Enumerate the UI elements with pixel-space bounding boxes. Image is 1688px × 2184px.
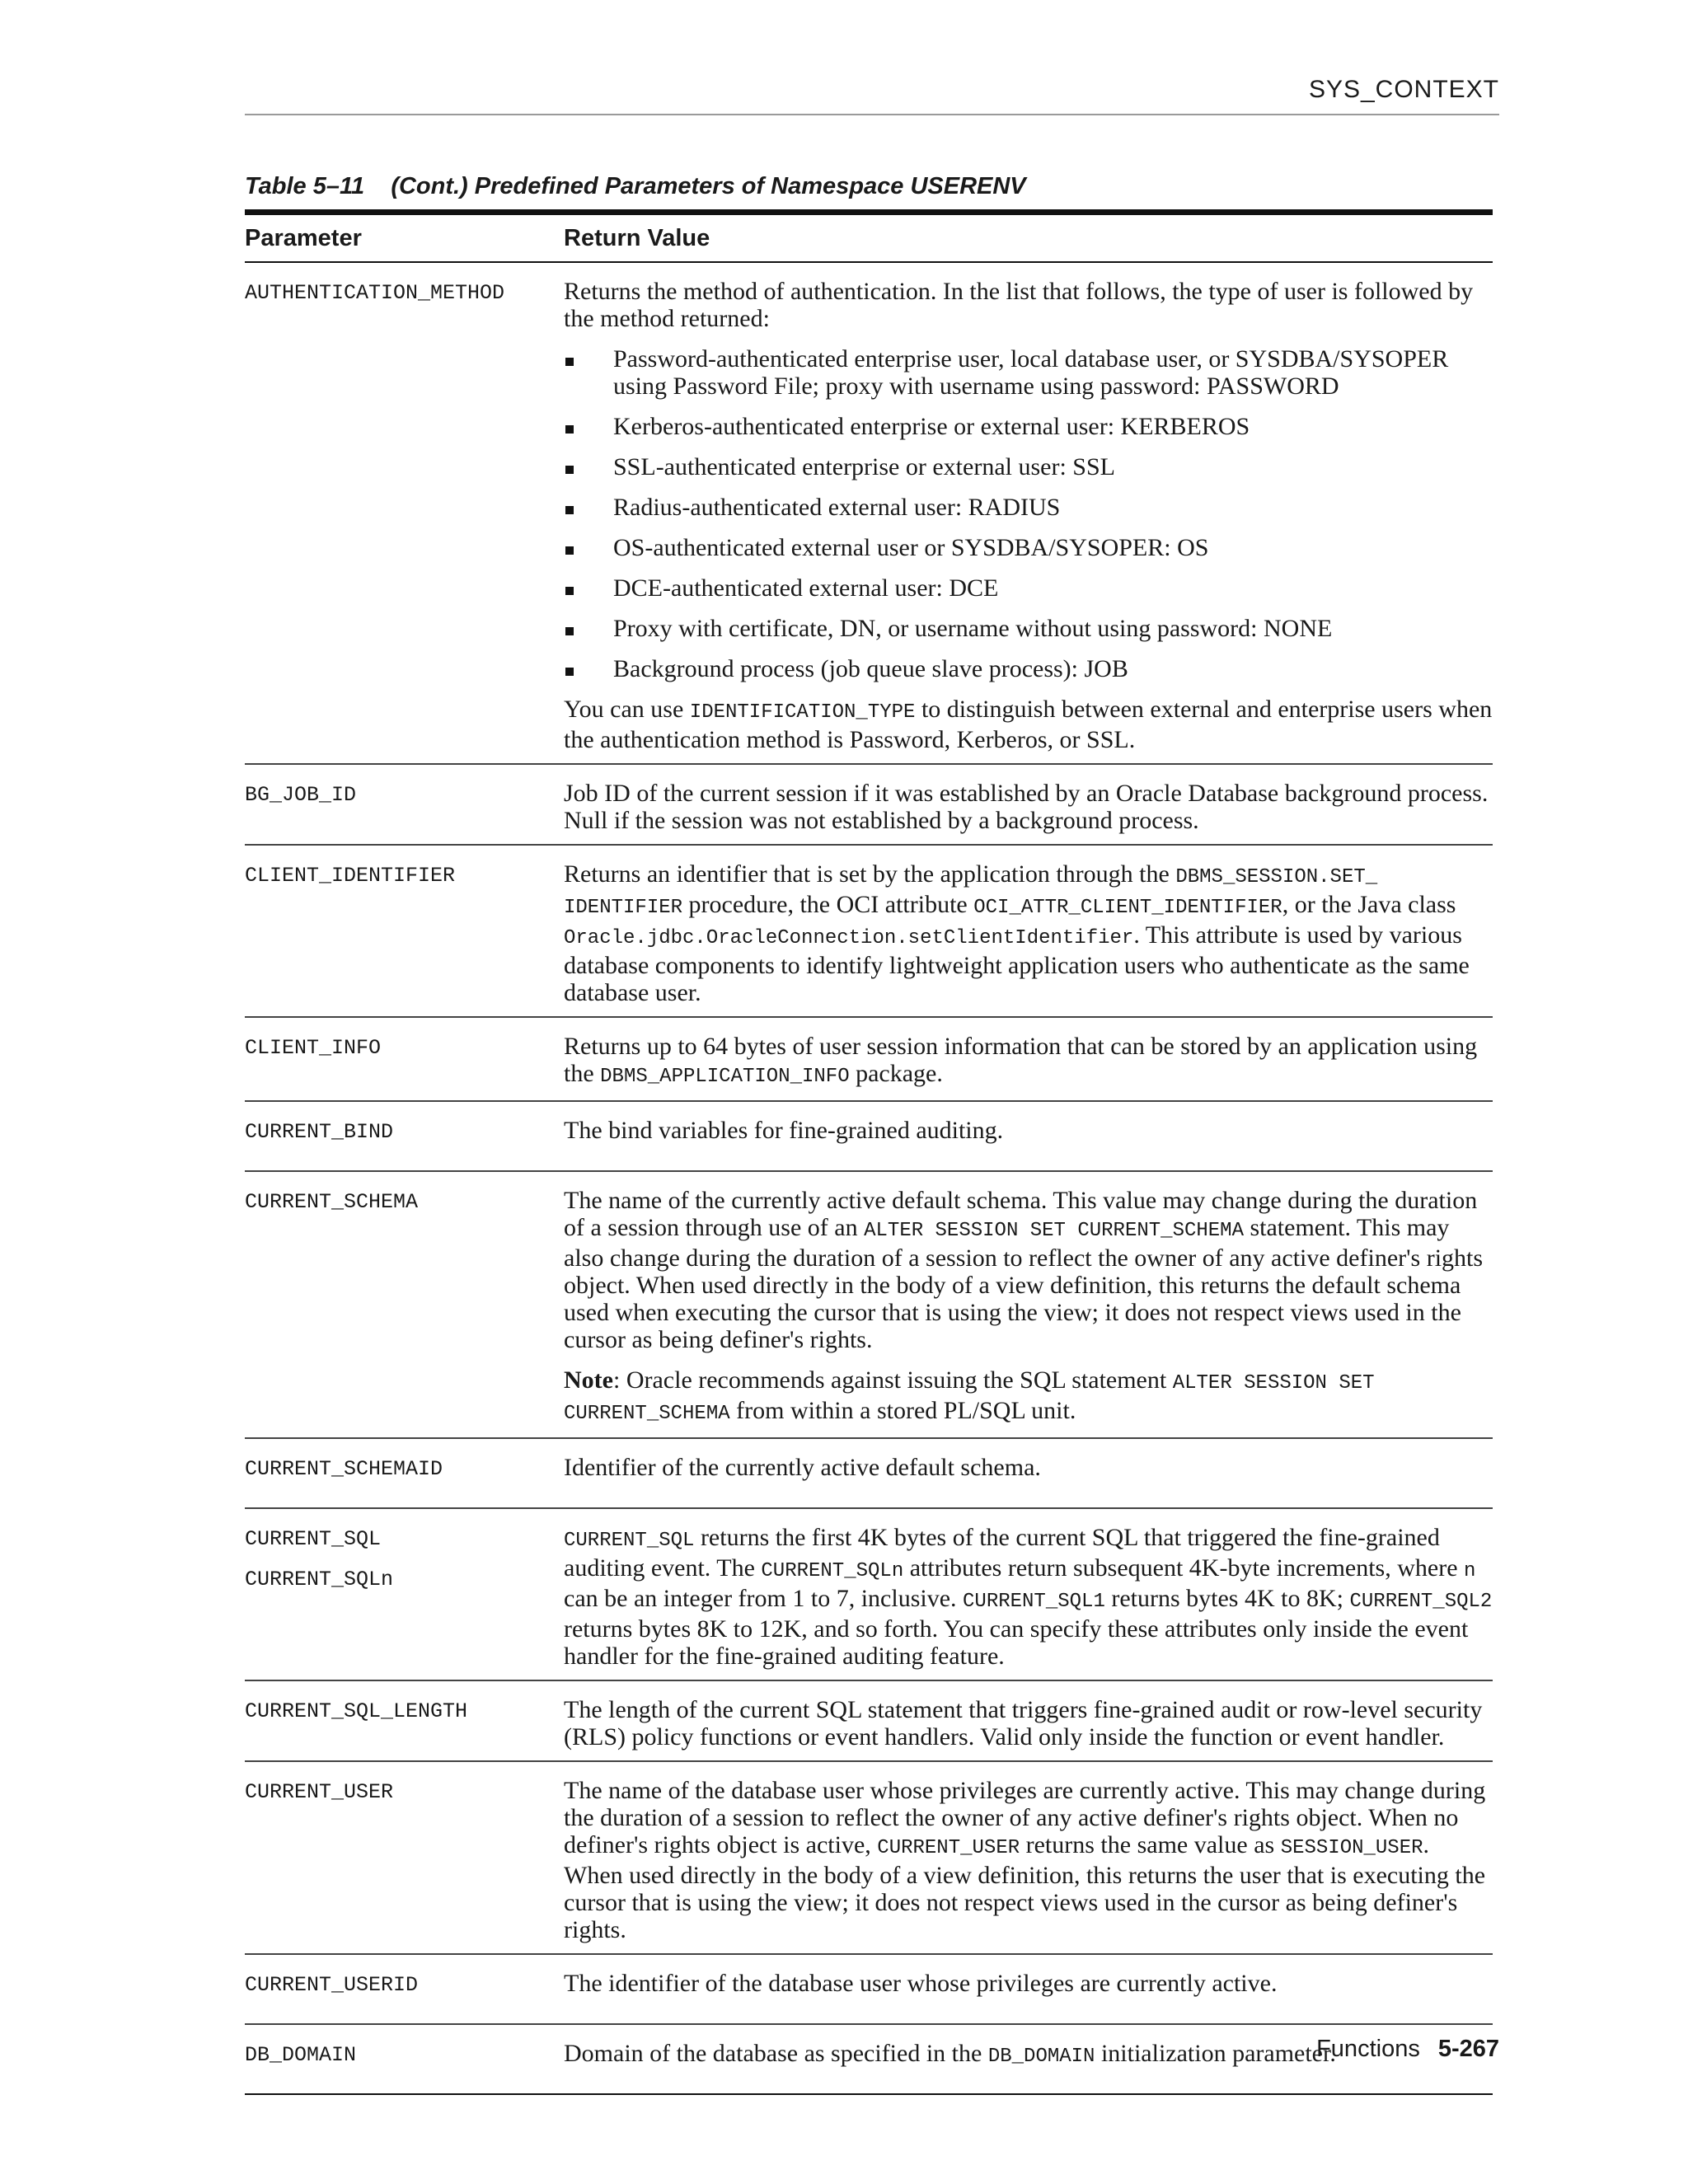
code-term: ALTER SESSION SET CURRENT_SCHEMA xyxy=(564,1372,1375,1425)
code-term: DBMS_SESSION.SET_ IDENTIFIER xyxy=(564,866,1378,919)
note-label: Note xyxy=(564,1366,613,1394)
paragraph: You can use IDENTIFICATION_TYPE to distinguish between external and enterprise users when the authentication method is Password, Kerberos, or SSL. xyxy=(564,696,1493,753)
return-value-cell: CURRENT_SQL returns the first 4K bytes of the current SQL that triggered the fine-grained auditing event. The CURRENT_SQLn attributes return subsequent 4K-byte increments, where n can be an integer from 1 to 7, inclusive. CURRENT_SQL1 returns bytes 4K to 8K; CURRENT_SQL2 returns bytes 8K to 12K, and so forth. You can specify these attributes only inside the event handler for the fine-grained auditing feature. xyxy=(564,1524,1493,1670)
list-item: SSL-authenticated enterprise or external user: SSL xyxy=(564,453,1493,480)
return-value-cell: The length of the current SQL statement that triggers fine-grained audit or row-level security (RLS) policy functions or event handlers. Valid only inside the function or event handler. xyxy=(564,1696,1483,1750)
code-term: OCI_ATTR_CLIENT_IDENTIFIER xyxy=(973,897,1282,919)
table-row-current-schemaid xyxy=(245,1439,1493,1509)
code-term: SESSION_USER xyxy=(1280,1837,1423,1859)
return-value-cell: Returns an identifier that is set by the application through the DBMS_SESSION.SET_ IDENTIFIER procedure, the OCI attribute OCI_ATTR_CLIENT_IDENTIFIER, or the Java class Oracle.jdbc.OracleConnection.setClientIdentifier. This attribute is used by various database components to identify lightweight application users who authenticate as the same database user. xyxy=(564,860,1470,1006)
paragraph: Returns the method of authentication. In the list that follows, the type of user is followed by the method returned: xyxy=(564,278,1474,332)
param-name: CURRENT_SCHEMA xyxy=(245,1190,419,1214)
table-row-current-user xyxy=(245,1762,1493,1955)
column-header-parameter: Parameter xyxy=(245,224,362,251)
table-row-client-info xyxy=(245,1018,1493,1102)
table-row-current-sql-length xyxy=(245,1681,1493,1762)
return-value-cell: Identifier of the currently active default schema. xyxy=(564,1454,1041,1481)
code-term: CURRENT_USER xyxy=(877,1837,1020,1859)
param-name: CURRENT_USER xyxy=(245,1780,394,1804)
note: Note: Oracle recommends against issuing the SQL statement ALTER SESSION SET CURRENT_SCHEMA from within a stored PL/SQL unit. xyxy=(564,1366,1375,1425)
code-term: DBMS_APPLICATION_INFO xyxy=(600,1066,850,1088)
table-row-client-identifier xyxy=(245,846,1493,1018)
table-caption: Table 5–11 (Cont.) Predefined Parameters of Namespace USERENV xyxy=(245,173,1026,199)
param-name: CURRENT_BIND xyxy=(245,1120,394,1144)
list-item: OS-authenticated external user or SYSDBA/SYSOPER: OS xyxy=(564,534,1493,561)
param-name: CURRENT_SQLn xyxy=(245,1568,394,1591)
code-term: IDENTIFICATION_TYPE xyxy=(689,701,916,724)
return-value-cell: Job ID of the current session if it was established by an Oracle Database background process. Null if the session was not established by a background process. xyxy=(564,780,1489,834)
code-term: CURRENT_SQL1 xyxy=(963,1591,1105,1613)
return-value-cell: The name of the database user whose privileges are currently active. This may change during the duration of a session to reflect the owner of any active definer's rights object. When no definer's rights object is active, CURRENT_USER returns the same value as SESSION_USER. When used directly in the body of a view definition, this returns the user that is executing the cursor that is using the view; it does not respect views used in the cursor as being definer's rights. xyxy=(564,1777,1486,1943)
param-name: BG_JOB_ID xyxy=(245,783,357,807)
code-term: CURRENT_SQL xyxy=(564,1530,695,1552)
code-term: CURRENT_SQL2 xyxy=(1349,1591,1493,1613)
param-name: AUTHENTICATION_METHOD xyxy=(245,281,505,305)
page-number: 5-267 xyxy=(1437,2036,1499,2062)
code-term: n xyxy=(1464,1560,1476,1582)
running-title: SYS_CONTEXT xyxy=(1308,76,1499,103)
param-name: CURRENT_SQL_LENGTH xyxy=(245,1699,468,1723)
return-value-cell: The bind variables for fine-grained auditing. xyxy=(564,1117,1004,1144)
return-value-cell: The name of the currently active default schema. This value may change during the duration of a session through use of an ALTER SESSION SET CURRENT_SCHEMA statement. This may also change during the duration of a session to reflect the owner of any active definer's rights object. When used directly in the body of a view definition, this returns the default schema used when executing the cursor that is using the view; it does not respect views used in the cursor as being definer's rights. Note: Oracle recommends against issuing the SQL statement ALTER SESSION SET CURRENT_SCHEMA from within a stored PL/SQL unit. xyxy=(564,1187,1493,1427)
param-name: CLIENT_IDENTIFIER xyxy=(245,864,456,888)
return-value-cell: Returns up to 64 bytes of user session information that can be stored by an application using the DBMS_APPLICATION_INFO package. xyxy=(564,1033,1478,1088)
list-item: Password-authenticated enterprise user, local database user, or SYSDBA/SYSOPER using Password File; proxy with username using password: PASSWORD xyxy=(564,345,1493,400)
table-row-bg-job-id xyxy=(245,765,1493,846)
param-name: CURRENT_SQL xyxy=(245,1527,382,1551)
table-row-current-bind xyxy=(245,1102,1493,1172)
table-row-current-userid xyxy=(245,1955,1493,2025)
list-item: Background process (job queue slave process): JOB xyxy=(564,655,1493,682)
table-header-row xyxy=(245,215,1493,263)
page-footer xyxy=(1316,2036,1499,2063)
return-value-cell: Domain of the database as specified in the DB_DOMAIN initialization parameter. xyxy=(564,2040,1336,2068)
list-item: Radius-authenticated external user: RADIUS xyxy=(564,494,1493,521)
table-row-current-sql xyxy=(245,1509,1493,1681)
code-term: Oracle.jdbc.OracleConnection.setClientIdentifier xyxy=(564,927,1134,949)
code-term: DB_DOMAIN xyxy=(987,2046,1095,2068)
param-name: CLIENT_INFO xyxy=(245,1036,382,1060)
table-row-authentication-method xyxy=(245,263,1493,765)
param-name: DB_DOMAIN xyxy=(245,2043,357,2067)
column-header-return-value: Return Value xyxy=(564,224,710,251)
return-value-cell: The identifier of the database user whose privileges are currently active. xyxy=(564,1970,1278,1997)
method-list xyxy=(564,345,1493,682)
code-term: ALTER SESSION SET CURRENT_SCHEMA xyxy=(864,1220,1244,1242)
table-row-current-schema xyxy=(245,1172,1493,1439)
code-term: CURRENT_SQLn xyxy=(761,1560,904,1582)
running-header xyxy=(245,76,1499,115)
list-item: DCE-authenticated external user: DCE xyxy=(564,574,1493,602)
param-name: CURRENT_USERID xyxy=(245,1973,419,1997)
footer-section: Functions xyxy=(1316,2036,1420,2062)
return-value-cell xyxy=(564,278,1493,753)
parameters-table xyxy=(245,209,1493,2095)
list-item: Kerberos-authenticated enterprise or external user: KERBEROS xyxy=(564,413,1493,440)
table-row-db-domain xyxy=(245,2025,1493,2095)
param-name: CURRENT_SCHEMAID xyxy=(245,1457,443,1481)
list-item: Proxy with certificate, DN, or username without using password: NONE xyxy=(564,615,1493,642)
